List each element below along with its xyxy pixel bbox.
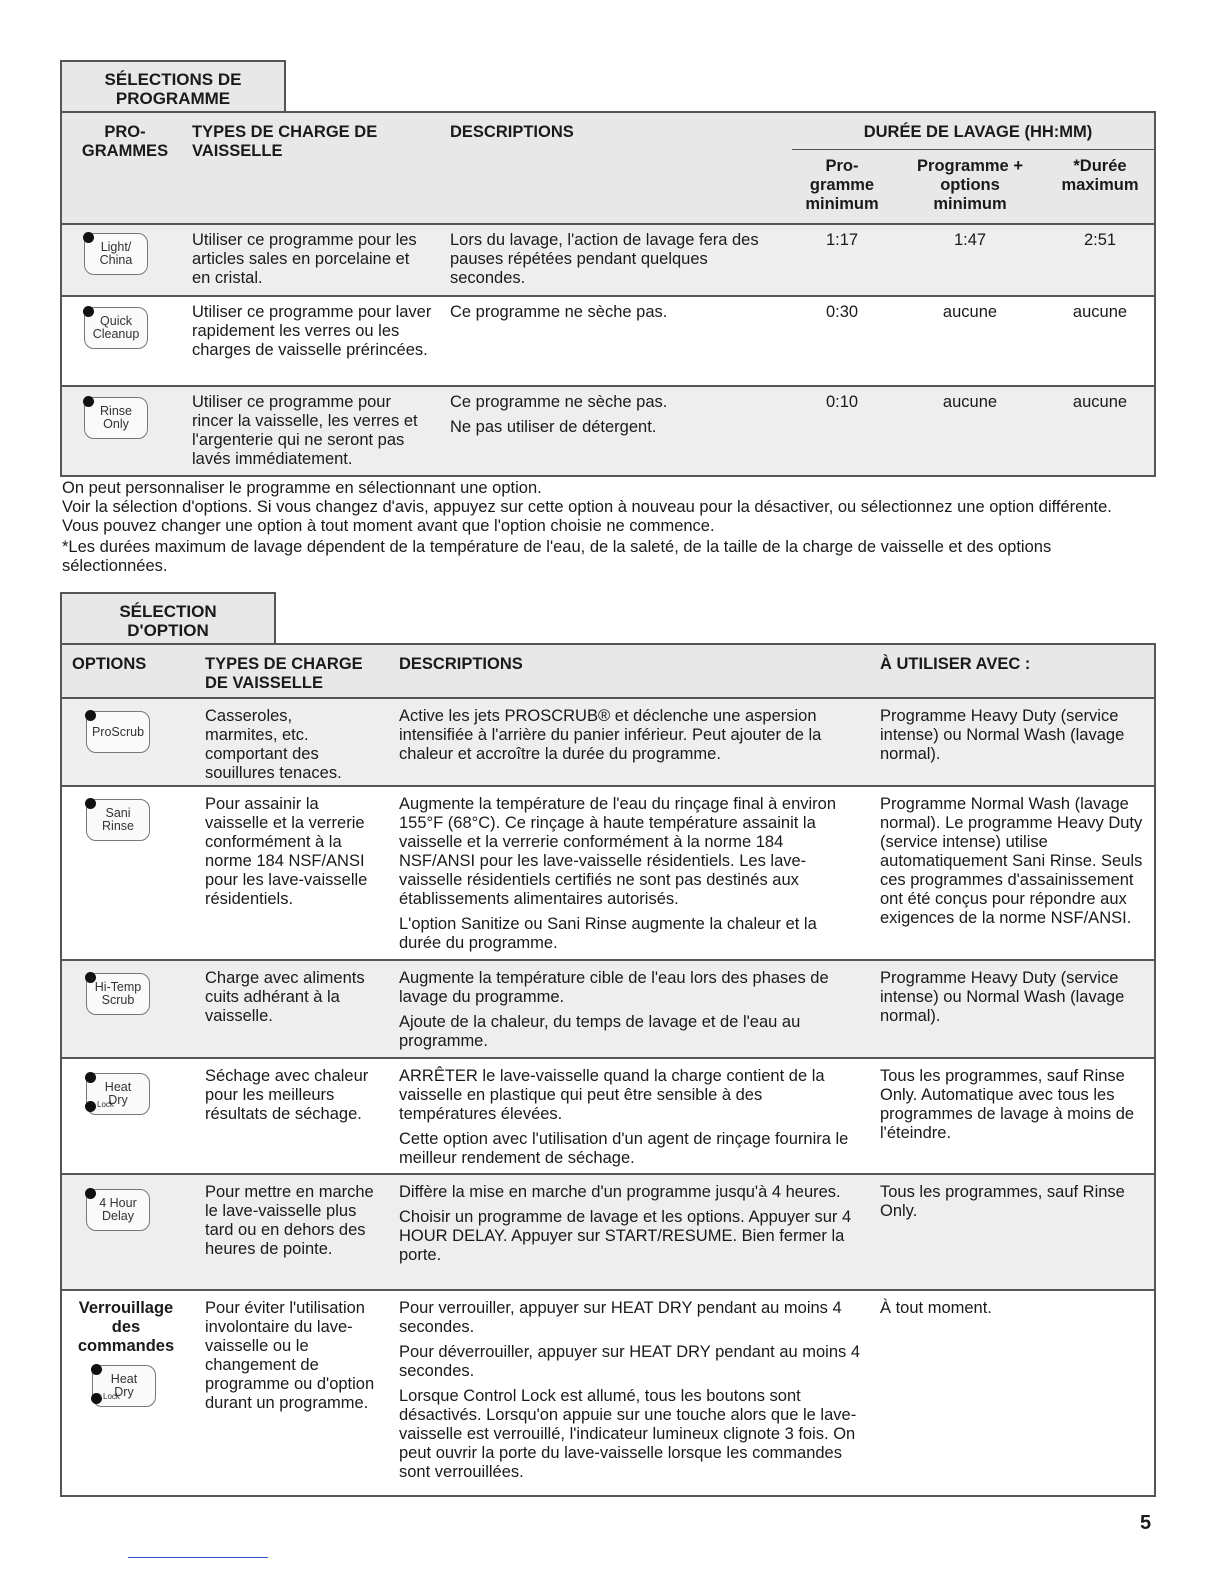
header-min-program-line2: gramme <box>809 176 875 194</box>
option-row-control-lock <box>62 1291 1154 1495</box>
indicator-light-icon <box>83 306 94 317</box>
4-hour-delay-button[interactable]: 4 Hour Delay <box>86 1189 150 1231</box>
program-max-duration: aucune <box>1072 303 1128 321</box>
header-program-options-line1: Programme + <box>917 157 1023 175</box>
option-load-type: Pour mettre en marche le lave-vaisselle plus tard ou en dehors des heures de pointe. <box>205 1183 374 1258</box>
option-row-hi-temp-scrub <box>62 961 1154 1059</box>
note-customize: On peut personnaliser le programme en sélectionnant une option. <box>62 479 542 497</box>
options-tab-title-line1: SÉLECTION <box>119 602 217 621</box>
header-duration: DURÉE DE LAVAGE (HH:MM) <box>863 123 1093 141</box>
option-load-type: Pour assainir la vaisselle et la verrerie conformément à la norme 184 NSF/ANSI pour les lave-vaisselle résidentiels. <box>205 795 368 908</box>
program-min-duration: 0:30 <box>825 303 859 321</box>
lock-indicator-icon <box>91 1393 102 1404</box>
program-description: Lors du lavage, l'action de lavage fera des pauses répétées pendant quelques secondes. <box>450 231 759 287</box>
note-max-duration: *Les durées maximum de lavage dépendent de la température de l'eau, de la saleté, de la taille de la charge de vaisselle et des options sélectionnées. <box>62 538 1052 575</box>
option-description: ARRÊTER le lave-vaisselle quand la charge contient de la vaisselle en plastique qui peut être sensible à des températures élevées. Cette option avec l'utilisation d'un agent de rinçage fournira le meilleur rendement de séchage. <box>399 1067 849 1167</box>
header-descriptions: DESCRIPTIONS <box>450 123 574 141</box>
option-row-heat-dry <box>62 1059 1154 1175</box>
header-programs-line1: PRO- <box>104 123 146 141</box>
header-option-load-types-line1: TYPES DE CHARGE <box>205 655 363 673</box>
indicator-light-icon <box>83 232 94 243</box>
option-load-type: Charge avec aliments cuits adhérant à la vaisselle. <box>205 969 365 1025</box>
program-row-quick-cleanup <box>62 297 1154 387</box>
header-option-load-types-line2: DE VAISSELLE <box>205 674 323 692</box>
option-use-with: À tout moment. <box>880 1299 992 1317</box>
option-description: Diffère la mise en marche d'un programme jusqu'à 4 heures. Choisir un programme de lavage et les options. Appuyer sur 4 HOUR DELAY. Appuyer sur START/RESUME. Bien fermer la porte. <box>399 1183 852 1264</box>
note-options: Voir la sélection d'options. Si vous changez d'avis, appuyez sur cette option à nouveau pour la désactiver, ou sélectionnez une option différente. Vous pouvez changer une option à tout moment avant que l'option choisie ne commence. <box>62 498 1112 535</box>
proscrub-button[interactable]: ProScrub <box>86 711 150 753</box>
options-section-tab <box>60 592 276 644</box>
program-min-duration: 0:10 <box>825 393 859 411</box>
program-load-type: Utiliser ce programme pour les articles sales en porcelaine et en cristal. <box>192 231 417 287</box>
control-lock-label-line2: des <box>111 1318 141 1336</box>
indicator-light-icon <box>85 1188 96 1199</box>
options-table-header <box>62 645 1154 699</box>
sani-rinse-button[interactable]: Sani Rinse <box>86 799 150 841</box>
options-table <box>60 643 1156 1497</box>
program-options-min-duration: aucune <box>942 303 998 321</box>
header-programs-line2: GRAMMES <box>81 142 169 160</box>
header-max-duration-line2: maximum <box>1061 176 1139 194</box>
option-use-with: Programme Normal Wash (lavage normal). Le programme Heavy Duty (service intense) utilise automatiquement Sani Rinse. Seuls ces programmes d'assainissement ont été conçus pour répondre aux exigences de la norme NSF/ANSI. <box>880 795 1143 927</box>
option-use-with: Programme Heavy Duty (service intense) ou Normal Wash (lavage normal). <box>880 707 1125 763</box>
hi-temp-scrub-button[interactable]: Hi-Temp Scrub <box>86 973 150 1015</box>
program-row-rinse-only <box>62 387 1154 475</box>
control-lock-heat-dry-button[interactable]: Heat Dry Lock <box>92 1365 156 1407</box>
programs-section-tab <box>60 60 286 112</box>
program-min-duration: 1:17 <box>825 231 859 249</box>
option-row-4-hour-delay <box>62 1175 1154 1291</box>
light-china-button[interactable]: Light/ China <box>84 233 148 275</box>
header-options: OPTIONS <box>72 655 147 673</box>
option-description: Active les jets PROSCRUB® et déclenche une aspersion intensifiée à l'arrière du panier inférieur. Peut ajouter de la chaleur et accroître la durée du programme. <box>399 707 822 763</box>
indicator-light-icon <box>83 396 94 407</box>
indicator-light-icon <box>85 1072 96 1083</box>
programs-table-header <box>62 113 1154 225</box>
control-lock-label-line3: commandes <box>77 1337 175 1355</box>
footer-rule <box>128 1557 268 1558</box>
rinse-only-button[interactable]: Rinse Only <box>84 397 148 439</box>
indicator-light-icon <box>85 972 96 983</box>
program-load-type: Utiliser ce programme pour laver rapidement les verres ou les charges de vaisselle prérincées. <box>192 303 432 359</box>
indicator-light-icon <box>85 710 96 721</box>
option-use-with: Tous les programmes, sauf Rinse Only. Automatique avec tous les programmes de lavage à moins de l'éteindre. <box>880 1067 1135 1142</box>
option-load-type: Casseroles, marmites, etc. comportant des souillures tenaces. <box>205 707 342 782</box>
lock-indicator-icon <box>85 1101 96 1112</box>
header-load-types-line1: TYPES DE CHARGE DE <box>192 123 378 141</box>
page-number: 5 <box>1140 1512 1152 1534</box>
option-row-proscrub <box>62 699 1154 787</box>
program-options-min-duration: 1:47 <box>953 231 987 249</box>
option-use-with: Programme Heavy Duty (service intense) ou Normal Wash (lavage normal). <box>880 969 1125 1025</box>
option-description: Augmente la température cible de l'eau lors des phases de lavage du programme. Ajoute de la chaleur, du temps de lavage et de l'eau au programme. <box>399 969 829 1050</box>
indicator-light-icon <box>85 798 96 809</box>
header-option-descriptions: DESCRIPTIONS <box>399 655 523 673</box>
option-load-type: Pour éviter l'utilisation involontaire du lave-vaisselle ou le changement de programme ou d'option durant un programme. <box>205 1299 375 1412</box>
program-max-duration: aucune <box>1072 393 1128 411</box>
programs-tab-title-line2: PROGRAMME <box>115 89 231 108</box>
quick-cleanup-button[interactable]: Quick Cleanup <box>84 307 148 349</box>
options-tab-title-line2: D'OPTION <box>127 621 209 640</box>
program-row-light-china <box>62 225 1154 297</box>
header-min-program-line1: Pro- <box>825 157 859 175</box>
header-load-types-line2: VAISSELLE <box>192 142 283 160</box>
program-max-duration: 2:51 <box>1083 231 1117 249</box>
header-min-program-line3: minimum <box>805 195 879 213</box>
program-description: Ce programme ne sèche pas. <box>450 303 668 321</box>
header-max-duration-line1: *Durée <box>1073 157 1127 175</box>
program-options-min-duration: aucune <box>942 393 998 411</box>
indicator-light-icon <box>91 1364 102 1375</box>
header-program-options-line3: minimum <box>933 195 1007 213</box>
header-program-options-line2: options <box>940 176 1000 194</box>
option-use-with: Tous les programmes, sauf Rinse Only. <box>880 1183 1125 1220</box>
option-row-sani-rinse <box>62 787 1154 961</box>
heat-dry-button[interactable]: Heat Dry Lock <box>86 1073 150 1115</box>
option-description: Pour verrouiller, appuyer sur HEAT DRY pendant au moins 4 secondes. Pour déverrouiller, appuyer sur HEAT DRY pendant au moins 4 secondes. Lorsque Control Lock est allumé, tous les boutons sont désactivés. Lorsqu'on appuie sur une touche alors que le lave-vaisselle est verrouillé, l'indicateur lumineux clignote 3 fois. On peut ouvrir la porte du lave-vaisselle lorsque les commandes sont verrouillées. <box>399 1299 861 1481</box>
program-load-type: Utiliser ce programme pour rincer la vaisselle, les verres et l'argenterie qui ne seront pas lavés immédiatement. <box>192 393 418 468</box>
program-description: Ce programme ne sèche pas. Ne pas utiliser de détergent. <box>450 393 668 436</box>
option-load-type: Séchage avec chaleur pour les meilleurs résultats de séchage. <box>205 1067 369 1123</box>
control-lock-label-line1: Verrouillage <box>78 1299 174 1317</box>
option-description: Augmente la température de l'eau du rinçage final à environ 155°F (68°C). Ce rinçage à haute température assainit la vaisselle et la verrerie conformément à la norme 184 NSF/ANSI pour les lave-vaisselle résidentiels. Les lave-vaisselle résidentiels certifiés ne sont pas destinés aux établissements alimentaires autorisés. L'option Sanitize ou Sani Rinse augmente la chaleur et la durée du programme. <box>399 795 837 952</box>
header-use-with: À UTILISER AVEC : <box>880 655 1031 673</box>
programs-tab-title-line1: SÉLECTIONS DE <box>104 70 242 89</box>
programs-table <box>60 111 1156 477</box>
